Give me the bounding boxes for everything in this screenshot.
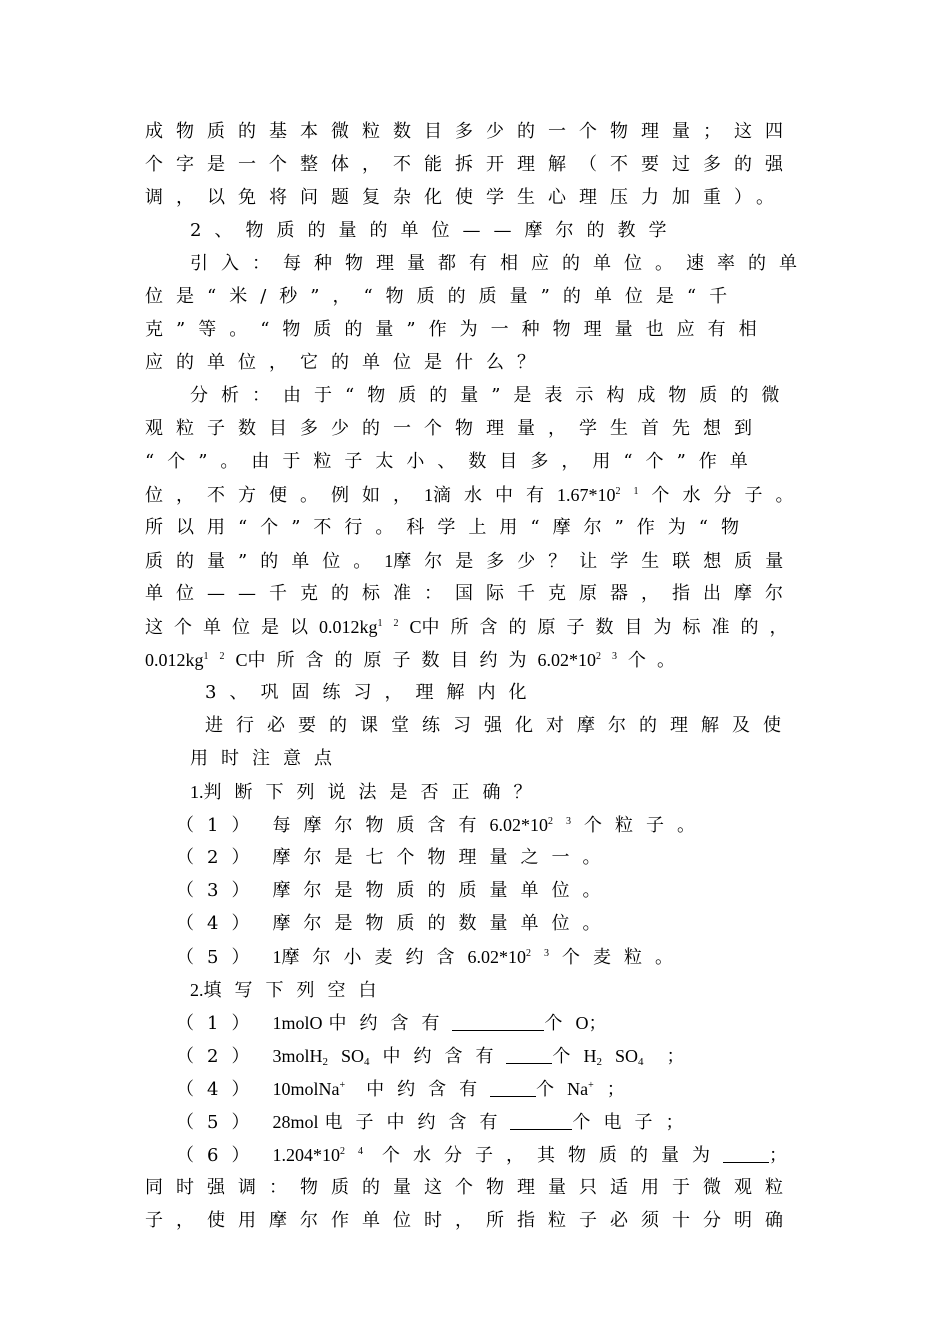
- text-span: 这个单位是以: [145, 617, 319, 638]
- formula-text: 10molNa: [272, 1079, 340, 1099]
- item-number: （6）: [176, 1145, 263, 1166]
- paragraph-line: 个字是一个整体，不能拆开理解（不要过多的强: [145, 154, 796, 175]
- paragraph-line: “个”。由于粒子太小、数目多，用“个”作单: [145, 451, 761, 472]
- paragraph-line: 分析：由于“物质的量”是表示构成物质的微: [190, 385, 793, 406]
- text-span: 中所含的原子数目约为: [247, 650, 538, 671]
- text-span: 位，不方便。例如，: [145, 485, 424, 506]
- answer-blank[interactable]: [490, 1078, 536, 1097]
- text-span: 个: [536, 1079, 568, 1100]
- answer-blank[interactable]: [723, 1144, 769, 1163]
- text-span: 中所含的原子数目为标准的，: [421, 617, 799, 638]
- list-item: [176, 1143, 800, 1168]
- number-text: 0.012kg: [319, 617, 378, 637]
- section-heading: 2、物质的量的单位——摩尔的教学: [190, 220, 680, 241]
- text-span: 摩尔是七个物理量之一。: [272, 847, 614, 868]
- subscript: 4: [638, 1056, 657, 1068]
- number-text: 1.: [190, 782, 204, 802]
- paragraph-line: 用时注意点: [190, 748, 345, 769]
- paragraph-line: 引入：每种物理量都有相应的单位。速率的单: [190, 253, 810, 274]
- superscript: +: [588, 1080, 607, 1091]
- exponent: 23: [547, 816, 584, 827]
- text-span: 个麦粒。: [561, 947, 686, 968]
- text-span: 个。: [628, 650, 687, 671]
- text-span: 判断下列说法是否正确？: [203, 782, 545, 803]
- formula-text: SO: [340, 1046, 364, 1066]
- number-text: 6.02*10: [537, 650, 597, 670]
- paragraph-line: [145, 549, 796, 574]
- paragraph-line: 成物质的基本微粒数目多少的一个物理量；这四: [145, 121, 796, 142]
- number-text: 0.012kg: [145, 650, 204, 670]
- number-text: 1: [272, 947, 282, 967]
- number-text: 2.: [190, 980, 204, 1000]
- number-text: 1: [424, 485, 433, 505]
- text-span: 个: [544, 1013, 576, 1034]
- paragraph-line: 应的单位，它的单位是什么？: [145, 352, 548, 373]
- text-span: 中约含有: [382, 1046, 507, 1067]
- text-span: 摩尔小麦约含: [281, 947, 468, 968]
- answer-blank[interactable]: [510, 1111, 572, 1130]
- superscript: +: [339, 1080, 359, 1091]
- text-span: 摩尔是物质的质量单位。: [272, 880, 614, 901]
- text-span: ；: [768, 1145, 800, 1166]
- paragraph-line: 子，使用摩尔作单位时，所指粒子必须十分明确: [145, 1210, 796, 1231]
- text-span: 摩尔是物质的数量单位。: [272, 913, 614, 934]
- number-text: 1.204*10: [272, 1145, 340, 1165]
- paragraph-line: 观粒子数目多少的一个物理量，学生首先想到: [145, 418, 765, 439]
- item-number: （2）: [176, 1046, 263, 1067]
- number-text: 1: [384, 551, 394, 571]
- list-item: [176, 1011, 606, 1036]
- text-span: 个粒子。: [583, 815, 708, 836]
- formula-text: 28mol: [272, 1112, 319, 1132]
- paragraph-line: 所以用“个”不行。科学上用“摩尔”作为“物: [145, 517, 753, 538]
- list-item: [176, 1077, 638, 1102]
- paragraph-line: [145, 483, 807, 508]
- list-item: [176, 1110, 696, 1135]
- paragraph-line: 同时强调：物质的量这个物理量只适用于微观粒: [145, 1177, 796, 1198]
- paragraph-line: 克”等。“物质的量”作为一种物理量也应有相: [145, 319, 770, 340]
- superscript: 12: [203, 651, 236, 662]
- text-span: 摩尔是多少？让学生联想质量: [393, 551, 797, 572]
- section-heading: 3、巩固练习，理解内化: [205, 682, 540, 703]
- element-symbol: C: [235, 650, 248, 670]
- text-span: ；: [606, 1079, 638, 1100]
- question-heading: [190, 780, 545, 805]
- formula-text: Na: [567, 1079, 589, 1099]
- text-span: 电子中约含有: [324, 1112, 511, 1133]
- item-number: （4）: [176, 1079, 263, 1100]
- subscript: 2: [596, 1056, 615, 1068]
- exponent: 23: [596, 651, 629, 662]
- item-number: （2）: [176, 847, 263, 868]
- list-item: [176, 813, 708, 838]
- question-heading: [190, 978, 390, 1003]
- text-span: 个电子；: [572, 1112, 697, 1133]
- paragraph-line: [145, 615, 799, 640]
- list-item: [176, 1044, 698, 1069]
- item-number: （1）: [176, 1013, 263, 1034]
- item-number: （4）: [176, 913, 263, 934]
- answer-blank[interactable]: [452, 1012, 544, 1031]
- answer-blank[interactable]: [506, 1045, 552, 1064]
- formula-text: SO: [614, 1046, 638, 1066]
- text-span: 个: [552, 1046, 584, 1067]
- list-item: [176, 879, 613, 903]
- list-item: [176, 945, 686, 970]
- text-span: 中约含有: [366, 1079, 491, 1100]
- superscript: 12: [377, 618, 410, 629]
- formula-text: 1molO: [272, 1013, 323, 1033]
- formula-text: O；: [575, 1013, 607, 1033]
- paragraph-line: 进行必要的课堂练习强化对摩尔的理解及使: [205, 715, 794, 736]
- paragraph-line: 调，以免将问题复杂化使学生心理压力加重）。: [145, 187, 787, 208]
- text-span: 个水分子。: [651, 485, 807, 506]
- element-symbol: C: [409, 617, 422, 637]
- subscript: 2: [322, 1056, 341, 1068]
- exponent: 24: [339, 1146, 376, 1157]
- formula-text: H: [583, 1046, 597, 1066]
- text-span: 中约含有: [328, 1013, 453, 1034]
- exponent: 21: [615, 486, 652, 497]
- item-number: （3）: [176, 880, 263, 901]
- text-span: 填写下列空白: [203, 980, 390, 1001]
- number-text: 6.02*10: [467, 947, 526, 967]
- text-span: ；: [666, 1046, 698, 1067]
- list-item: [176, 912, 613, 936]
- text-span: 质的量”的单位。: [145, 551, 385, 572]
- subscript: 4: [363, 1056, 383, 1068]
- number-text: 6.02*10: [489, 815, 548, 835]
- number-text: 1.67*10: [557, 485, 616, 505]
- exponent: 23: [525, 948, 562, 959]
- item-number: （5）: [176, 1112, 263, 1133]
- formula-text: 3molH: [272, 1046, 323, 1066]
- item-number: （1）: [176, 815, 263, 836]
- text-span: 每摩尔物质含有: [272, 815, 490, 836]
- item-number: （5）: [176, 947, 263, 968]
- text-span: 滴水中有: [433, 485, 557, 506]
- paragraph-line: 单位——千克的标准：国际千克原器，指出摩尔: [145, 583, 796, 604]
- paragraph-line: [145, 648, 686, 673]
- paragraph-line: 位是“米/秒”，“物质的质量”的单位是“千: [145, 286, 741, 307]
- text-span: 个水分子，其物质的量为: [381, 1145, 723, 1166]
- list-item: [176, 846, 613, 870]
